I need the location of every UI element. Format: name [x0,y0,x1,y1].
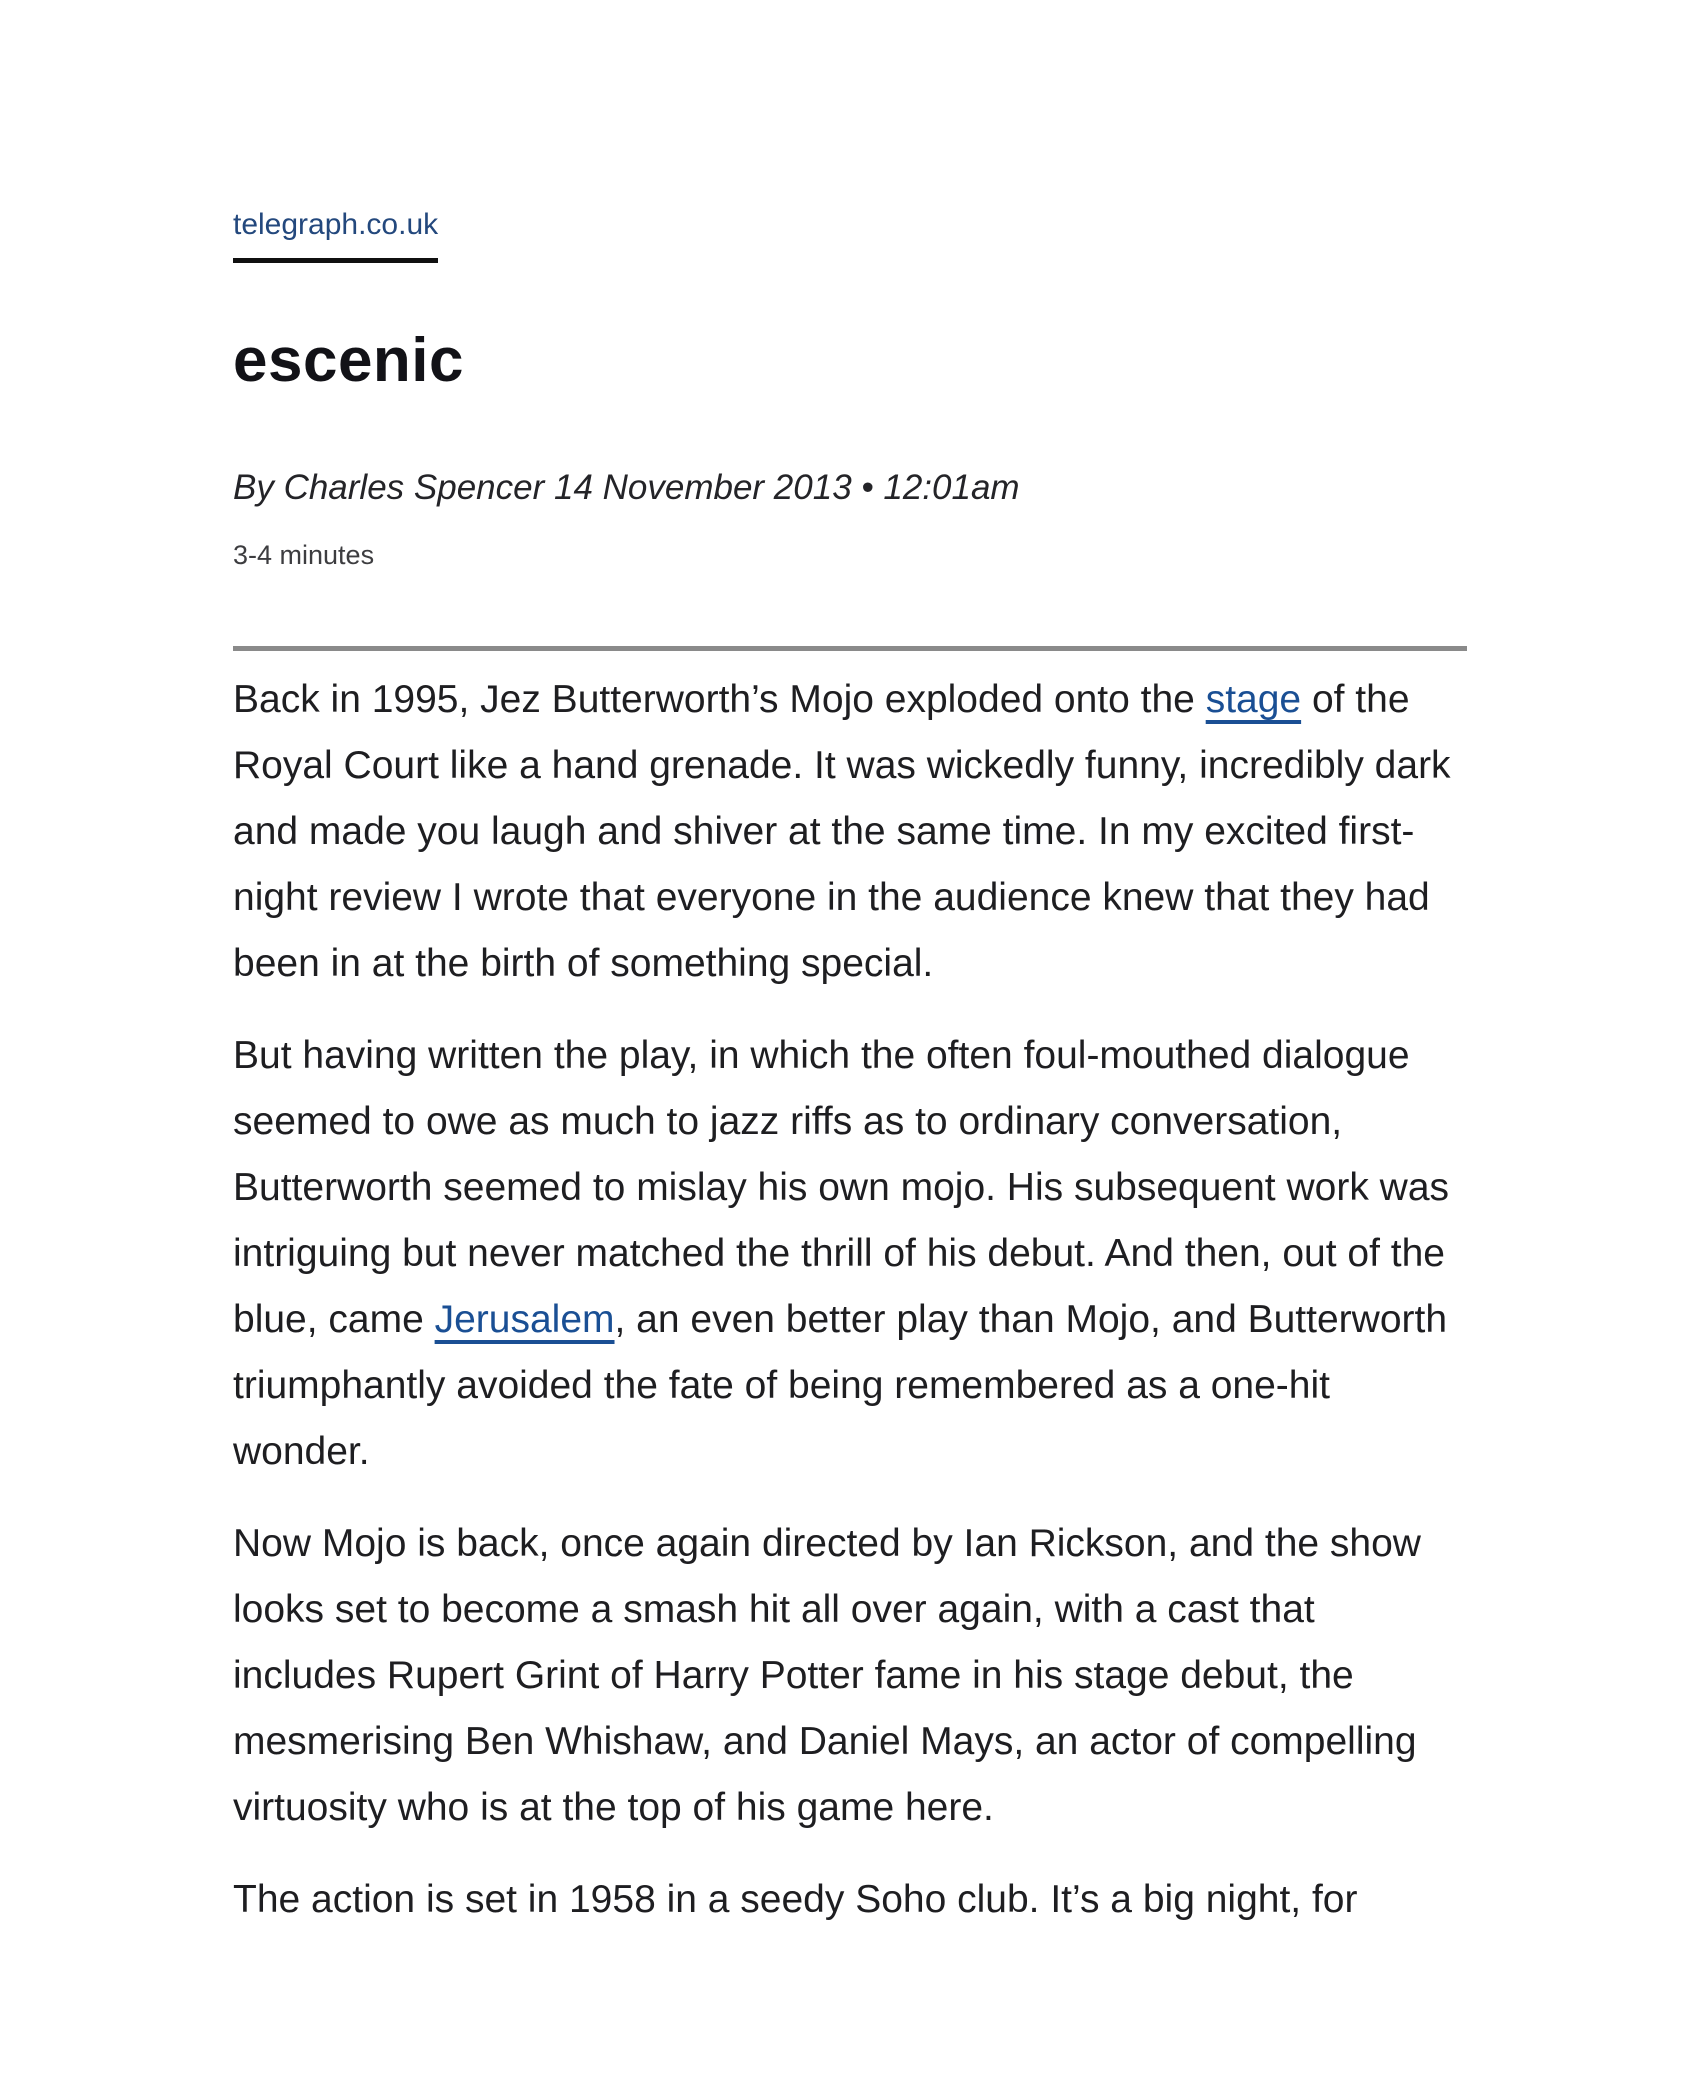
domain-link[interactable]: telegraph.co.uk [233,210,438,263]
article-paragraph: The action is set in 1958 in a seedy Soho club. It’s a big night, for [233,1878,1358,1922]
reading-time: 3-4 minutes [233,540,375,570]
article-paragraph: Back in 1995, Jez Butterworth’s Mojo exploded onto the stage of the Royal Court like a hand grenade. It was wickedly funny, incredibly dark and made you laugh and shiver at the same time. In my excited first-night review I wrote that everyone in the audience knew that they had been in at the birth of something special. [233,678,1451,986]
article-paragraph: But having written the play, in which the often foul-mouthed dialogue seemed to owe as much to jazz riffs as to ordinary conversation, Butterworth seemed to mislay his own mojo. His subsequent work was intriguing but never matched the thrill of his debut. And then, out of the blue, came Jerusalem, an even better play than Mojo, and Butterworth triumphantly avoided the fate of being remembered as a one-hit wonder. [233,1034,1450,1474]
inline-link[interactable]: stage [1205,678,1302,722]
article-page [233,0,1467,1933]
article-body [233,667,1467,1933]
article-paragraph: Now Mojo is back, once again directed by Ian Rickson, and the show looks set to become a smash hit all over again, with a cast that includes Rupert Grint of Harry Potter fame in his stage debut, the mesmerising Ben Whishaw, and Daniel Mays, an actor of compelling virtuosity who is at the top of his game here. [233,1522,1421,1830]
byline: By Charles Spencer 14 November 2013 • 12:01am [233,468,1020,507]
page-title: escenic [233,326,465,395]
inline-link[interactable]: Jerusalem [434,1298,615,1342]
divider-rule [233,646,1467,651]
